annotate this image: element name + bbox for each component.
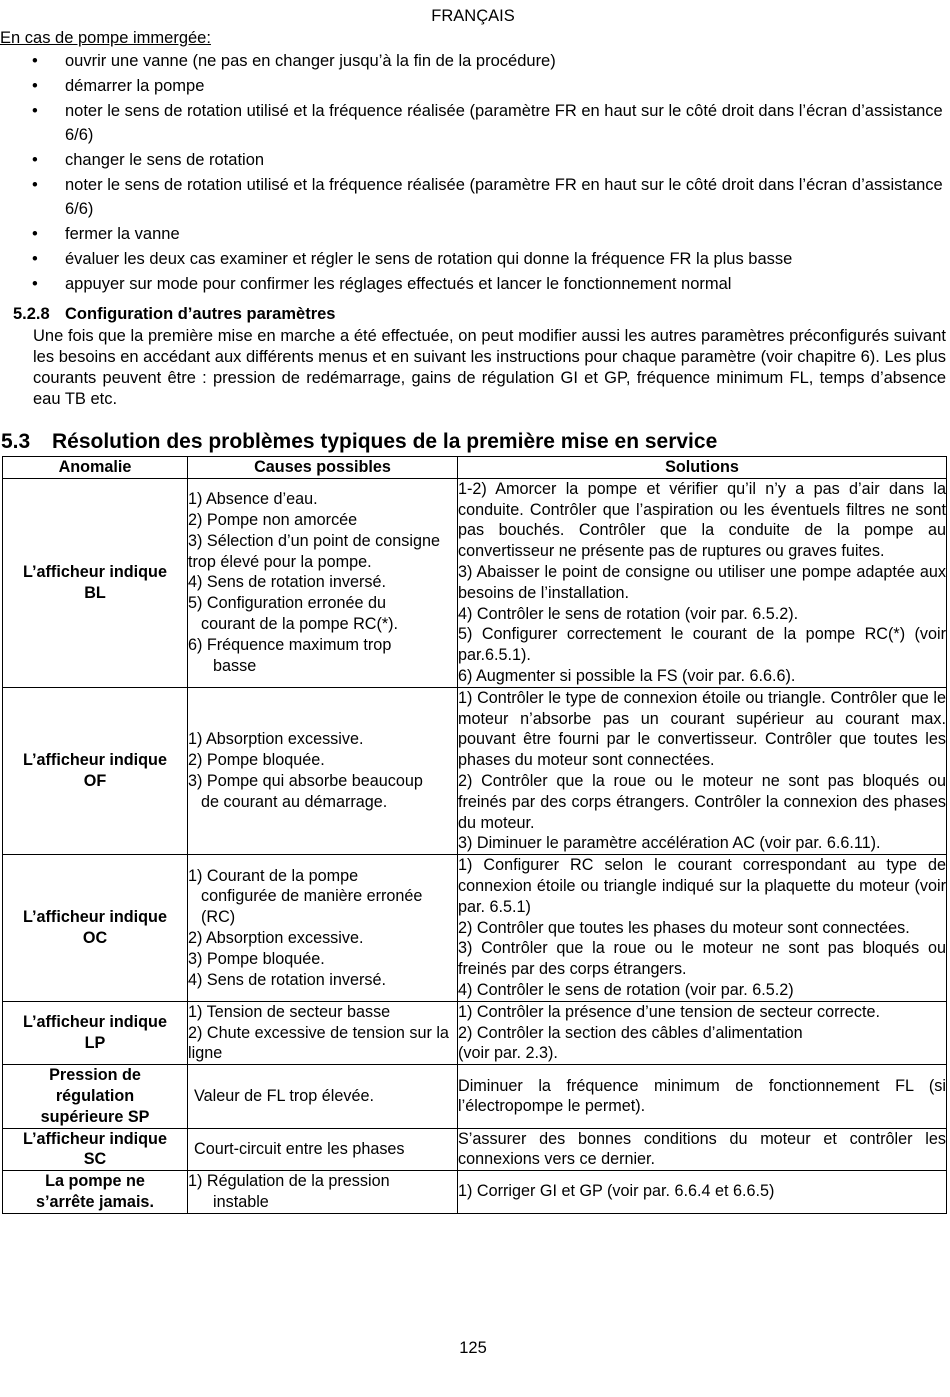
solution-text: 1) Corriger GI et GP (voir par. 6.6.4 et 6.6.5)	[458, 1182, 775, 1201]
table-body	[3, 478, 947, 1213]
table-row	[3, 1171, 947, 1214]
anomaly-cell	[3, 855, 188, 1002]
anomaly-cell	[3, 478, 188, 687]
anomaly-text: L’afficheur indique	[23, 751, 167, 770]
cause-text: 1) Régulation de la pression	[188, 1172, 390, 1191]
cause-text: 2) Pompe bloquée.	[188, 751, 325, 770]
causes-cell	[188, 1065, 458, 1128]
causes-cell	[188, 1128, 458, 1171]
section-528-heading	[13, 305, 335, 324]
page-language-header: FRANÇAIS	[431, 7, 515, 25]
anomaly-cell	[3, 687, 188, 854]
cause-text: 3) Pompe bloquée.	[188, 949, 325, 968]
bullet-icon: •	[32, 250, 38, 268]
list-item	[0, 49, 946, 73]
solution-text: 4) Contrôler le sens de rotation (voir par. 6.5.2).	[458, 604, 799, 623]
section-title: Résolution des problèmes typiques de la première mise en service	[52, 430, 718, 453]
solutions-cell	[458, 1065, 947, 1128]
solution-text: 2) Contrôler que la roue ou le moteur ne sont pas bloqués ou freinés par des corps étrangers. Contrôler la connexion des phases du moteur.	[458, 771, 946, 832]
list-item	[0, 74, 946, 98]
anomaly-text: L’afficheur indique	[23, 908, 167, 927]
solutions-cell	[458, 1001, 947, 1064]
cause-text: 2) Pompe non amorcée	[188, 510, 358, 529]
immersed-pump-heading: En cas de pompe immergée:	[0, 29, 211, 47]
cause-text: 5) Configuration erronée du	[188, 594, 386, 613]
list-item-text: appuyer sur mode pour confirmer les réglages effectués et lancer le fonctionnement normal	[65, 275, 732, 293]
solution-text: Diminuer la fréquence minimum de fonctionnement FL (si l’électropompe le permet).	[458, 1076, 946, 1116]
list-item-text: démarrer la pompe	[65, 77, 205, 95]
anomaly-text: Pression de	[49, 1066, 141, 1085]
cause-text: Valeur de FL trop élevée.	[194, 1086, 374, 1105]
section-number: 5.2.8	[13, 305, 50, 323]
solutions-cell	[458, 478, 947, 687]
cause-text: 1) Absorption excessive.	[188, 730, 364, 749]
bullet-icon: •	[32, 102, 38, 120]
cause-text: de courant au démarrage.	[201, 792, 388, 811]
causes-cell	[188, 478, 458, 687]
anomaly-text: SC	[83, 1150, 107, 1169]
cause-text: 2) Absorption excessive.	[188, 928, 364, 947]
section-528-paragraph: Une fois que la première mise en marche a été effectuée, on peut modifier aussi les autres paramètres préconfigurés suivant les besoins en accédant aux différents menus et en suivant les instructions pour chaque paramètre (voir chapitre 6). Les plus courants peuvent être : pression de redémarrage, gains de régulation GI et GP, fréquence minimum FL, temps d’absence eau TB etc.	[33, 327, 946, 408]
table-header-row	[3, 457, 947, 479]
solution-text: 4) Contrôler le sens de rotation (voir par. 6.5.2)	[458, 980, 794, 999]
solutions-cell	[458, 855, 947, 1002]
cause-text: 2) Chute excessive de tension sur la ligne	[188, 1023, 449, 1063]
cause-text: 1) Tension de secteur basse	[188, 1002, 391, 1021]
section-title: Configuration d’autres paramètres	[65, 305, 336, 323]
list-item	[0, 173, 946, 221]
solution-text: 1-2) Amorcer la pompe et vérifier qu’il n’y a pas d’air dans la conduite. Contrôler que l’aspiration ou les éventuels filtres ne sont pas bouchés. Contrôler que la conduite de la pompe au convertisseur ne présente pas de ruptures ou graves fuites.	[458, 479, 946, 561]
anomaly-text: La pompe ne	[45, 1172, 145, 1191]
anomaly-text: supérieure SP	[40, 1107, 150, 1126]
solution-text: 6) Augmenter si possible la FS (voir par. 6.6.6).	[458, 666, 796, 685]
table-row	[3, 1065, 947, 1128]
anomaly-cell	[3, 1128, 188, 1171]
solution-text: S’assurer des bonnes conditions du moteur et contrôler les connexions vers ce dernier.	[458, 1129, 946, 1169]
list-item-text: changer le sens de rotation	[65, 151, 265, 169]
solution-text: 1) Contrôler le type de connexion étoile ou triangle. Contrôler que le moteur n’absorbe pas un courant supérieur au courant max. pouvant être fourni par le convertisseur. Contrôler que toutes les phases du moteur sont connectées.	[458, 688, 946, 770]
solution-text: 3) Diminuer le paramètre accélération AC (voir par. 6.6.11).	[458, 834, 881, 853]
immersed-pump-steps	[0, 49, 946, 297]
list-item-text: noter le sens de rotation utilisé et la fréquence réalisée (paramètre FR en haut sur le côté droit dans l’écran d’assistance 6/6)	[65, 102, 943, 144]
solution-text: 2) Contrôler que toutes les phases du moteur sont connectées.	[458, 918, 910, 937]
table-row	[3, 1128, 947, 1171]
anomaly-text: s’arrête jamais.	[36, 1192, 154, 1211]
bullet-icon: •	[32, 176, 38, 194]
anomaly-text: L’afficheur indique	[23, 1129, 167, 1148]
bullet-icon: •	[32, 275, 38, 293]
cause-text: 3) Pompe qui absorbe beaucoup	[188, 771, 423, 790]
column-header-anomaly: Anomalie	[3, 457, 188, 479]
table-row	[3, 478, 947, 687]
table-row	[3, 855, 947, 1002]
solution-text: (voir par. 2.3).	[458, 1044, 558, 1063]
solution-text: 2) Contrôler la section des câbles d’alimentation	[458, 1023, 803, 1042]
list-item	[0, 148, 946, 172]
solution-text: 5) Configurer correctement le courant de la pompe RC(*) (voir par.6.5.1).	[458, 625, 946, 665]
list-item-text: évaluer les deux cas examiner et régler le sens de rotation qui donne la fréquence FR la plus basse	[65, 250, 793, 268]
list-item	[0, 247, 946, 271]
cause-text: Court-circuit entre les phases	[194, 1139, 405, 1158]
cause-text: 3) Sélection d’un point de consigne trop élevé pour la pompe.	[188, 531, 440, 571]
cause-text: (RC)	[201, 908, 236, 927]
anomaly-text: OC	[82, 928, 108, 947]
causes-cell	[188, 687, 458, 854]
cause-text: basse	[213, 656, 257, 675]
section-number: 5.3	[1, 430, 31, 453]
causes-cell	[188, 1171, 458, 1214]
bullet-icon: •	[32, 151, 38, 169]
list-item-text: fermer la vanne	[65, 225, 180, 243]
troubleshooting-table	[2, 456, 947, 1214]
anomaly-text: BL	[84, 583, 106, 602]
anomaly-cell	[3, 1065, 188, 1128]
solution-text: 1) Contrôler la présence d’une tension de secteur correcte.	[458, 1002, 881, 1021]
table-row	[3, 1001, 947, 1064]
section-53-heading	[1, 430, 717, 454]
cause-text: 6) Fréquence maximum trop	[188, 635, 392, 654]
list-item-text: ouvrir une vanne (ne pas en changer jusqu’à la fin de la procédure)	[65, 52, 556, 70]
solutions-cell	[458, 687, 947, 854]
cause-text: 4) Sens de rotation inversé.	[188, 573, 386, 592]
solution-text: 1) Configurer RC selon le courant correspondant au type de connexion étoile ou triangle indiqué sur la plaquette du moteur (voir par. 6.5.1)	[458, 856, 946, 916]
cause-text: instable	[213, 1192, 269, 1211]
anomaly-text: L’afficheur indique	[23, 562, 167, 581]
bullet-icon: •	[32, 52, 38, 70]
list-item	[0, 272, 946, 296]
cause-text: 1) Courant de la pompe	[188, 866, 359, 885]
bullet-icon: •	[32, 225, 38, 243]
anomaly-cell	[3, 1171, 188, 1214]
list-item	[0, 222, 946, 246]
cause-text: 1) Absence d’eau.	[188, 490, 318, 509]
solution-text: 3) Abaisser le point de consigne ou utiliser une pompe adaptée aux besoins de l’installation.	[458, 562, 946, 602]
column-header-causes: Causes possibles	[188, 457, 458, 479]
solutions-cell	[458, 1171, 947, 1214]
cause-text: courant de la pompe RC(*).	[201, 614, 399, 633]
anomaly-text: L’afficheur indique	[23, 1013, 167, 1032]
anomaly-text: LP	[84, 1033, 106, 1052]
anomaly-cell	[3, 1001, 188, 1064]
cause-text: configurée de manière erronée	[201, 887, 423, 906]
anomaly-text: régulation	[55, 1086, 135, 1105]
bullet-icon: •	[32, 77, 38, 95]
causes-cell	[188, 1001, 458, 1064]
list-item-text: noter le sens de rotation utilisé et la fréquence réalisée (paramètre FR en haut sur le côté droit dans l’écran d’assistance 6/6)	[65, 176, 943, 218]
page-number: 125	[459, 1339, 487, 1357]
list-item	[0, 99, 946, 147]
table-row	[3, 687, 947, 854]
anomaly-text: OF	[83, 771, 107, 790]
cause-text: 4) Sens de rotation inversé.	[188, 970, 386, 989]
causes-cell	[188, 855, 458, 1002]
solutions-cell	[458, 1128, 947, 1171]
solution-text: 3) Contrôler que la roue ou le moteur ne sont pas bloqués ou freinés par des corps étrangers.	[458, 939, 946, 979]
column-header-solutions: Solutions	[458, 457, 947, 479]
